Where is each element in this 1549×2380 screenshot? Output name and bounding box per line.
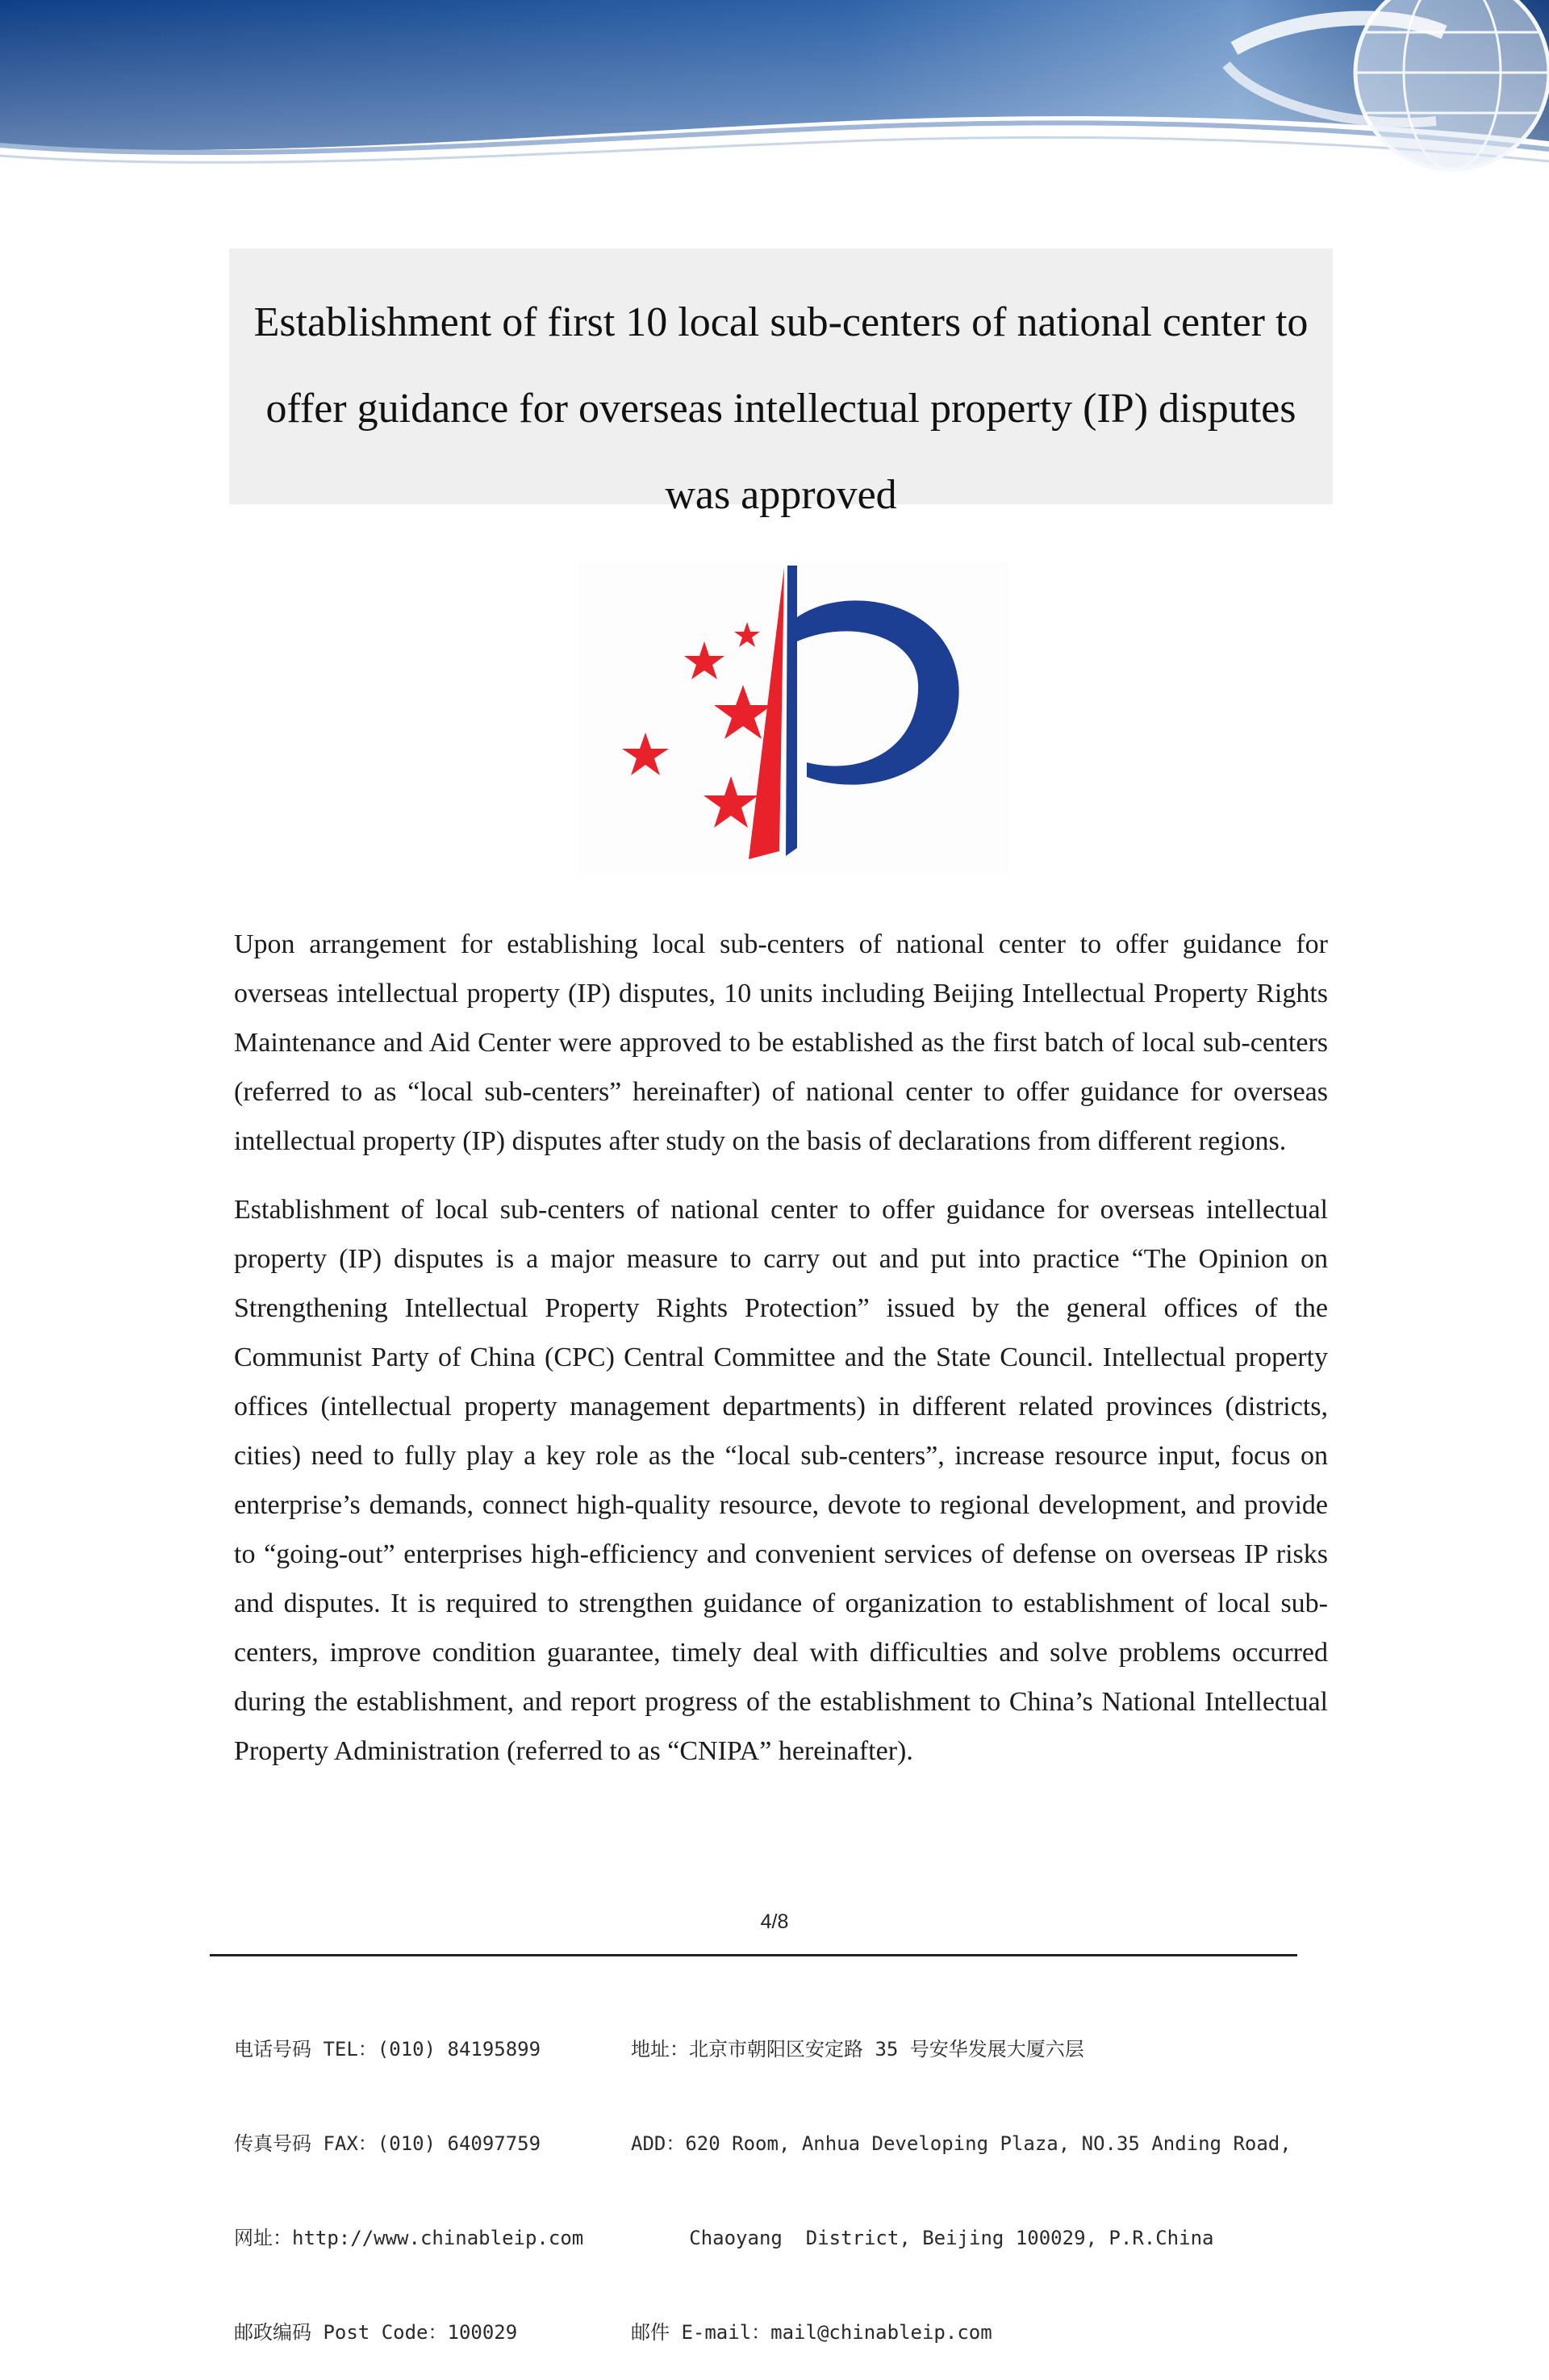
footer-address-en-1: ADD：620 Room, Anhua Developing Plaza, NO.35 Anding Road,	[631, 2132, 1292, 2155]
title-box	[229, 248, 1333, 518]
footer-email[interactable]: 邮件 E-mail：mail@chinableip.com	[631, 2321, 992, 2344]
paragraph-2: Establishment of local sub-centers of national center to offer guidance for overseas intellectual property (IP) disputes is a major measure to carry out and put into practice “The Opinion on Strengthening Intellectual Property Rights Protection” issued by the general offices of the Communist Party of China (CPC) Central Committee and the State Council. Intellectual property offices (intellectual property management departments) in different related provinces (districts, cities) need to fully play a key role as the “local sub-centers”, increase resource input, focus on enterprise’s demands, connect high-quality resource, devote to regional development, and provide to “going-out” enterprises high-efficiency and convenient services of defense on overseas IP risks and disputes. It is required to strengthen guidance of organization to establishment of local sub-centers, improve condition guarantee, timely deal with difficulties and solve problems occurred during the establishment, and report progress of the establishment to China’s National Intellectual Property Administration (referred to as “CNIPA” hereinafter).	[234, 1195, 1328, 1766]
footer-tel: 电话号码 TEL：(010) 84195899	[234, 2038, 541, 2061]
footer-contact-right	[631, 1971, 1292, 2380]
article-body	[234, 920, 1328, 1795]
footer-address-cn: 地址：北京市朝阳区安定路 35 号安华发展大厦六层	[631, 2038, 1084, 2061]
footer-contact-left	[234, 1971, 583, 2380]
paragraph-1: Upon arrangement for establishing local sub-centers of national center to offer guidance for overseas intellectual property (IP) disputes, 10 units including Beijing Intellectual Property Rights Maintenance and Aid Center were approved to be established as the first batch of local sub-centers (referred to as “local sub-centers” hereinafter) of national center to offer guidance for overseas intellectual property (IP) disputes after study on the basis of declarations from different regions.	[234, 929, 1328, 1156]
page-number: 4/8	[760, 1910, 789, 1933]
ip-logo-icon	[579, 561, 1008, 875]
header-banner	[0, 0, 1549, 186]
footer-divider	[210, 1954, 1297, 1956]
footer-fax: 传真号码 FAX：(010) 64097759	[234, 2132, 541, 2155]
page-title: Establishment of first 10 local sub-centers of national center to offer guidance for overseas intellectual property (IP) disputes was approved	[253, 299, 1309, 518]
footer-website[interactable]: 网址：http://www.chinableip.com	[234, 2227, 584, 2249]
footer-address-en-2: Chaoyang District, Beijing 100029, P.R.China	[631, 2227, 1214, 2249]
footer-postcode: 邮政编码 Post Code：100029	[234, 2321, 518, 2344]
